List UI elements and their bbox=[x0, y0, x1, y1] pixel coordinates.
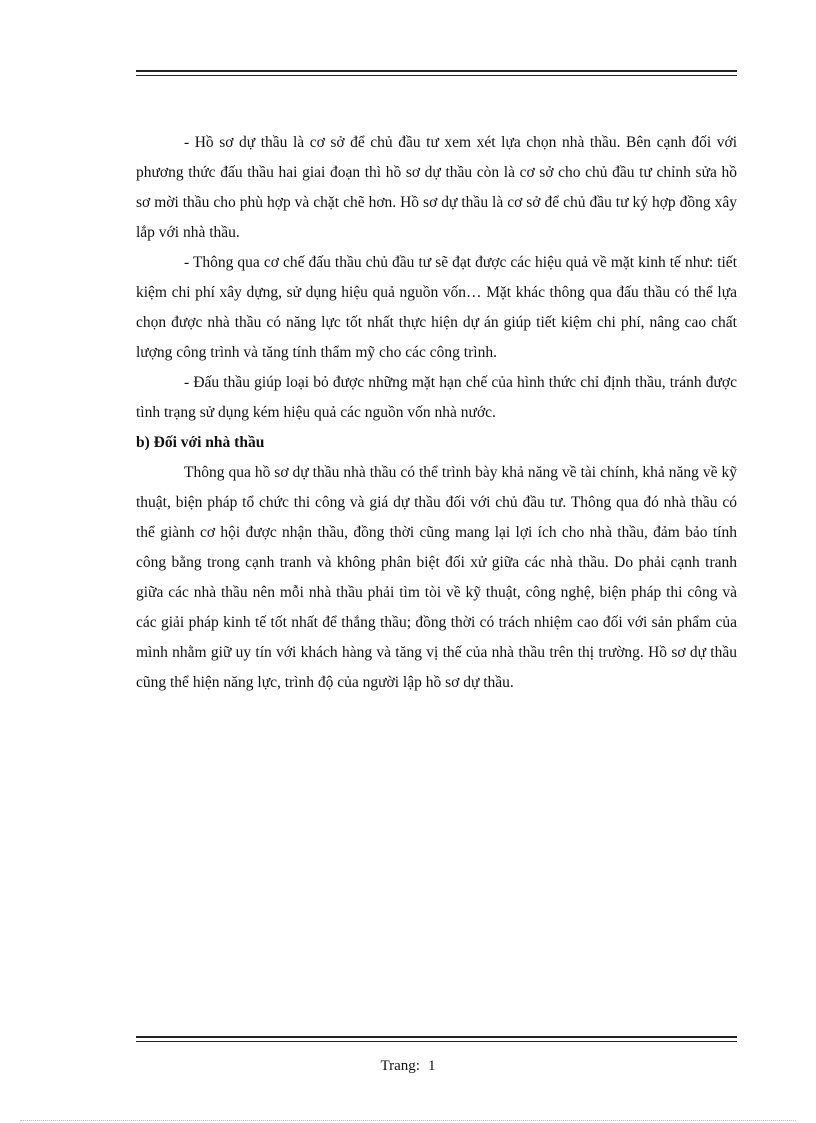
page-number: 1 bbox=[427, 1058, 436, 1074]
page-edge-divider bbox=[20, 1120, 796, 1121]
document-body bbox=[136, 128, 737, 698]
footer-rule bbox=[136, 1036, 737, 1042]
paragraph-direct-appointment: - Đấu thầu giúp loại bỏ được những mặt hạn chế của hình thức chỉ định thầu, tránh được tình trạng sử dụng kém hiệu quả các nguồn vốn nhà nước. bbox=[136, 374, 737, 421]
page-footer bbox=[0, 1056, 816, 1076]
header-rule bbox=[136, 70, 737, 76]
paragraph-bidding-mechanism: - Thông qua cơ chế đấu thầu chủ đầu tư sẽ đạt được các hiệu quả về mặt kinh tế như: tiết kiệm chi phí xây dựng, sử dụng hiệu quả nguồn vốn… Mặt khác thông qua đấu thầu có thể lựa chọn được nhà thầu có năng lực tốt nhất thực hiện dự án giúp tiết kiệm chi phí, nâng cao chất lượng công trình và tăng tính thẩm mỹ cho các công trình. bbox=[136, 254, 737, 361]
paragraph-bid-basis: - Hồ sơ dự thầu là cơ sở để chủ đầu tư xem xét lựa chọn nhà thầu. Bên cạnh đối với phương thức đấu thầu hai giai đoạn thì hồ sơ dự thầu còn là cơ sở cho chủ đầu tư chỉnh sửa hồ sơ mời thầu cho phù hợp và chặt chẽ hơn. Hồ sơ dự thầu là cơ sở để chủ đầu tư ký hợp đồng xây lắp với nhà thầu. bbox=[136, 134, 737, 241]
section-heading-contractor: b) Đối với nhà thầu bbox=[136, 434, 265, 451]
page-label: Trang: bbox=[380, 1058, 420, 1074]
paragraph-contractor: Thông qua hồ sơ dự thầu nhà thầu có thể trình bày khả năng về tài chính, khả năng về kỹ thuật, biện pháp tổ chức thi công và giá dự thầu đối với chủ đầu tư. Thông qua đó nhà thầu có thể giành cơ hội được nhận thầu, đồng thời cũng mang lại lợi ích cho nhà thầu, đảm bảo tính công bằng trong cạnh tranh và không phân biệt đối xử giữa các nhà thầu. Do phải cạnh tranh giữa các nhà thầu nên mỗi nhà thầu phải tìm tòi về kỹ thuật, công nghệ, biện pháp thi công và các giải pháp kinh tế tốt nhất để thắng thầu; đồng thời có trách nhiệm cao đối với sản phẩm của mình nhằm giữ uy tín với khách hàng và tăng vị thế của nhà thầu trên thị trường. Hồ sơ dự thầu cũng thể hiện năng lực, trình độ của người lập hồ sơ dự thầu. bbox=[136, 464, 737, 691]
